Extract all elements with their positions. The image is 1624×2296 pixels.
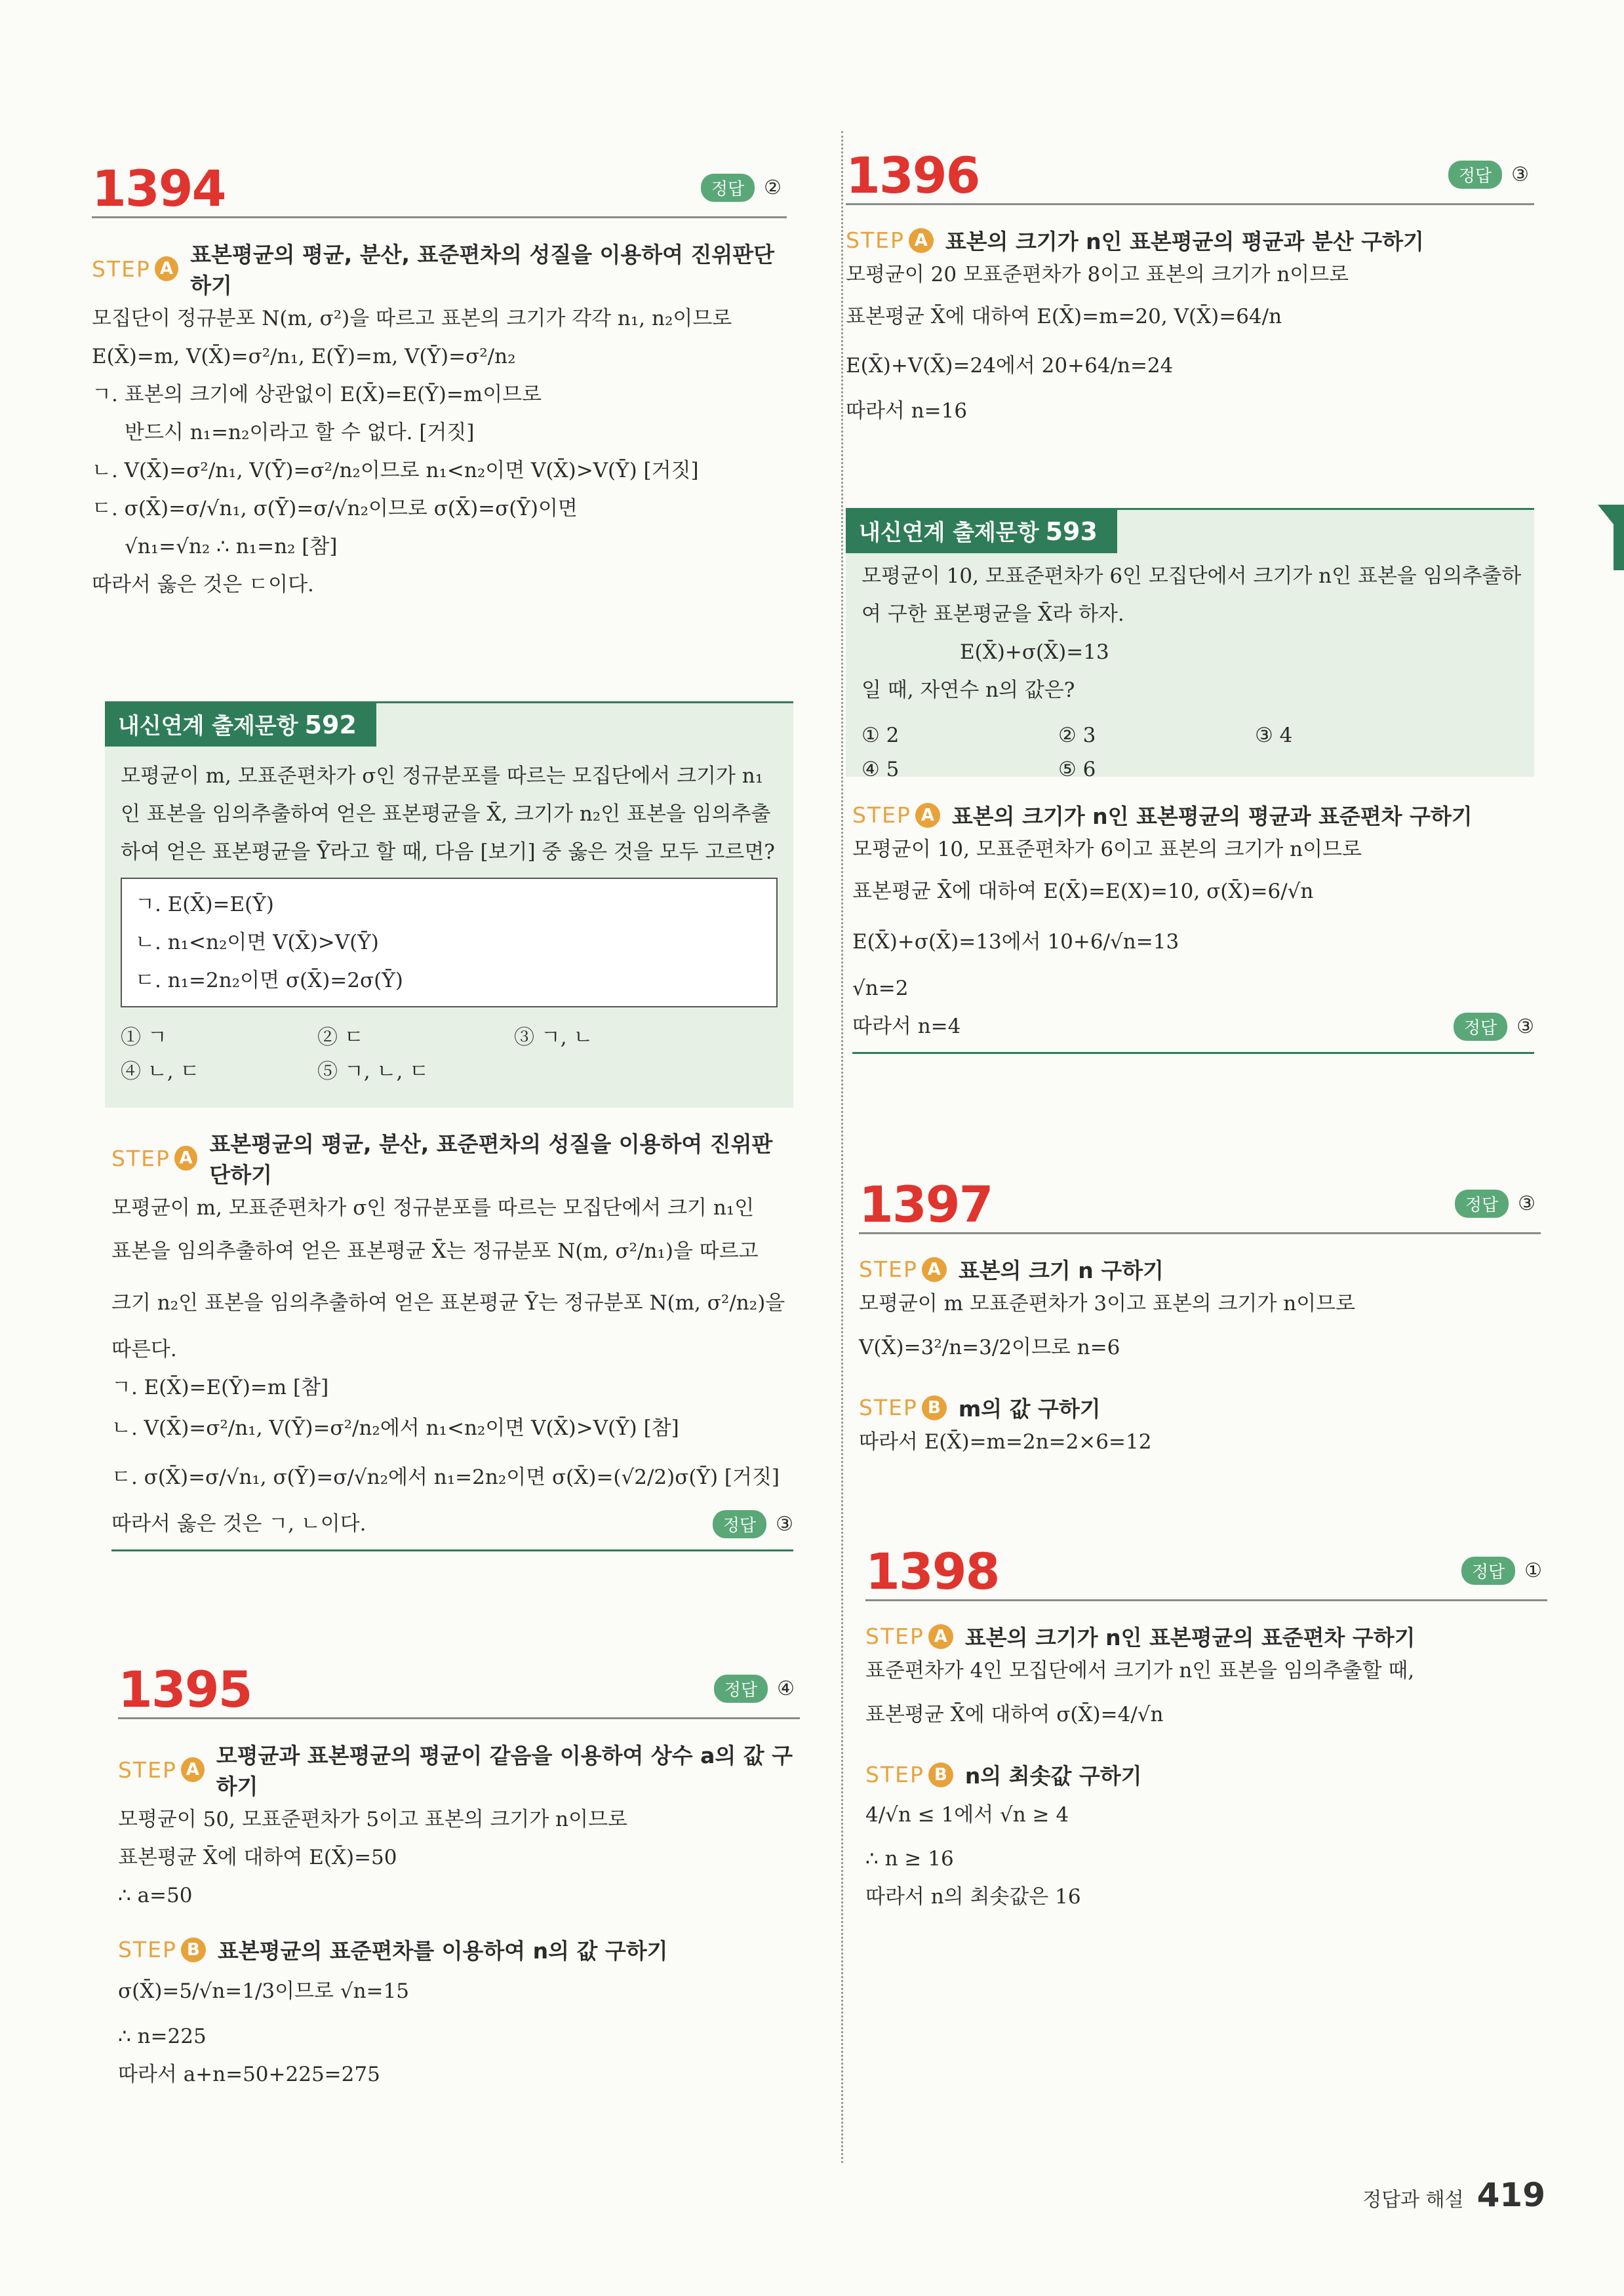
step-a-heading: STEP A 모평균과 표본평균의 평균이 같음을 이용하여 상수 a의 값 구하기 bbox=[118, 1743, 793, 1799]
bogi-item: ㄱ. E(X̄)=E(Ȳ) bbox=[135, 893, 274, 916]
problem-1396 bbox=[846, 131, 1534, 430]
step-b-heading: STEP B n의 최솟값 구하기 bbox=[865, 1762, 1142, 1789]
solution-line: 표본평균 X̄에 대하여 E(X̄)=50 bbox=[118, 1846, 397, 1869]
problem-1398 bbox=[865, 1527, 1547, 1916]
column-divider bbox=[841, 131, 843, 2163]
solution-592 bbox=[111, 1108, 793, 1551]
bogi-box bbox=[121, 878, 778, 1007]
choice: ⑤ 6 bbox=[1058, 758, 1096, 781]
problem-number: 1395 bbox=[118, 1660, 252, 1719]
step-a-heading: STEP A 표본평균의 평균, 분산, 표준편차의 성질을 이용하여 진위판단하기 bbox=[92, 242, 775, 298]
problem-number: 1397 bbox=[859, 1175, 993, 1234]
solution-line: σ(X̄)=5/√n=1/3이므로 √n=15 bbox=[118, 1979, 409, 2003]
solution-line: 모집단이 정규분포 N(m, σ²)을 따르고 표본의 크기가 각각 n₁, n₂이므로 bbox=[92, 307, 732, 330]
choice: ① ㄱ bbox=[121, 1026, 167, 1049]
question-line: 모평균이 10, 모표준편차가 6인 모집단에서 크기가 n인 표본을 임의추출하 bbox=[862, 564, 1522, 588]
solution-line: 따라서 n의 최솟값은 16 bbox=[865, 1885, 1081, 1909]
answer: 정답 ③ bbox=[1454, 1013, 1534, 1041]
question-line: 모평균이 m, 모표준편차가 σ인 정규분포를 따르는 모집단에서 크기가 n₁ bbox=[121, 764, 764, 788]
choice: ① 2 bbox=[862, 724, 900, 747]
solution-line: 따른다. bbox=[111, 1338, 177, 1361]
solution-line: 표본을 임의추출하여 얻은 표본평균 X̄는 정규분포 N(m, σ²/n₁)을 따르고 bbox=[111, 1239, 759, 1263]
linked-problem-593 bbox=[846, 508, 1534, 781]
step-a-heading: STEP A 표본평균의 평균, 분산, 표준편차의 성질을 이용하여 진위판단하기 bbox=[111, 1131, 773, 1188]
solution-line: 따라서 옳은 것은 ㄷ이다. bbox=[92, 573, 314, 596]
problem-number: 1398 bbox=[865, 1542, 999, 1601]
answer: 정답 ③ bbox=[713, 1510, 793, 1538]
question-line: E(X̄)+σ(X̄)=13 bbox=[960, 640, 1109, 664]
choice: ④ 5 bbox=[862, 758, 900, 781]
choice: ② ㄷ bbox=[317, 1026, 364, 1049]
solution-line: ㄷ. σ(X̄)=σ/√n₁, σ(Ȳ)=σ/√n₂에서 n₁=2n₂이면 σ(X̄)=(√2/2)σ(Ȳ) [거짓] bbox=[111, 1466, 780, 1489]
linked-problem-header: 내신연계 출제문항 593 bbox=[846, 508, 1117, 553]
solution-line: 4/√n ≤ 1에서 √n ≥ 4 bbox=[865, 1803, 1069, 1827]
bogi-item: ㄴ. n₁<n₂이면 V(X̄)>V(Ȳ) bbox=[135, 931, 379, 954]
step-b-heading: STEP B 표본평균의 표준편차를 이용하여 n의 값 구하기 bbox=[118, 1937, 668, 1964]
step-a-heading: STEP A 표본의 크기가 n인 표본평균의 표준편차 구하기 bbox=[865, 1624, 1416, 1650]
solution-line: 모평균이 50, 모표준편차가 5이고 표본의 크기가 n이므로 bbox=[118, 1808, 627, 1831]
question-line: 인 표본을 임의추출하여 얻은 표본평균을 X̄, 크기가 n₂인 표본을 임의추출 bbox=[121, 802, 771, 826]
linked-problem-592 bbox=[105, 701, 793, 1108]
question-line: 일 때, 자연수 n의 값은? bbox=[862, 678, 1075, 702]
linked-problem-header: 내신연계 출제문항 592 bbox=[105, 701, 376, 747]
solution-line: 표본평균 X̄에 대하여 E(X̄)=m=20, V(X̄)=64/n bbox=[846, 305, 1282, 328]
solution-line: 크기 n₂인 표본을 임의추출하여 얻은 표본평균 Ȳ는 정규분포 N(m, σ²/n₂)을 bbox=[111, 1291, 785, 1315]
question-line: 여 구한 표본평균을 X̄라 하자. bbox=[862, 602, 1124, 626]
answer: 정답 ② bbox=[701, 174, 782, 202]
step-a-heading: STEP A 표본의 크기 n 구하기 bbox=[859, 1256, 1164, 1283]
solution-line: 따라서 a+n=50+225=275 bbox=[118, 2063, 380, 2086]
solution-line: ㄴ. V(X̄)=σ²/n₁, V(Ȳ)=σ²/n₂이므로 n₁<n₂이면 V(X̄)>V(Ȳ) [거짓] bbox=[92, 459, 699, 482]
answer: 정답 ① bbox=[1461, 1557, 1542, 1585]
answer-choices bbox=[121, 1021, 778, 1089]
choice: ③ ㄱ, ㄴ bbox=[514, 1026, 593, 1049]
bogi-item: ㄷ. n₁=2n₂이면 σ(X̄)=2σ(Ȳ) bbox=[135, 969, 403, 992]
step-a-heading: STEP A 표본의 크기가 n인 표본평균의 평균과 분산 구하기 bbox=[846, 227, 1424, 254]
solution-line: ㄱ. E(X̄)=E(Ȳ)=m [참] bbox=[111, 1376, 329, 1399]
solution-line: 표본평균 X̄에 대하여 σ(X̄)=4/√n bbox=[865, 1703, 1164, 1726]
page-number: 419 bbox=[1476, 2176, 1545, 2214]
answer: 정답 ④ bbox=[714, 1675, 795, 1703]
choice: ③ 4 bbox=[1255, 724, 1293, 747]
solution-line: ㄷ. σ(X̄)=σ/√n₁, σ(Ȳ)=σ/√n₂이므로 σ(X̄)=σ(Ȳ)이면 bbox=[92, 497, 578, 520]
solution-line: E(X̄)+σ(X̄)=13에서 10+6/√n=13 bbox=[852, 930, 1179, 954]
solution-line: 모평균이 m 모표준편차가 3이고 표본의 크기가 n이므로 bbox=[859, 1292, 1356, 1315]
solution-line: 표준편차가 4인 모집단에서 크기가 n인 표본을 임의추출할 때, bbox=[865, 1659, 1415, 1683]
solution-line: 모평균이 20 모표준편차가 8이고 표본의 크기가 n이므로 bbox=[846, 263, 1349, 286]
solution-line: 따라서 E(X̄)=m=2n=2×6=12 bbox=[859, 1430, 1152, 1454]
problem-1397 bbox=[859, 1160, 1541, 1461]
solution-line: 따라서 n=16 bbox=[846, 399, 968, 423]
solution-line: ㄴ. V(X̄)=σ²/n₁, V(Ȳ)=σ²/n₂에서 n₁<n₂이면 V(X̄)>V(Ȳ) [참] bbox=[111, 1416, 679, 1440]
solution-line: 따라서 옳은 것은 ㄱ, ㄴ이다. bbox=[111, 1512, 366, 1536]
solution-line: ㄱ. 표본의 크기에 상관없이 E(X̄)=E(Ȳ)=m이므로 bbox=[92, 383, 542, 406]
answer: 정답 ③ bbox=[1448, 161, 1529, 189]
solution-line: 모평균이 m, 모표준편차가 σ인 정규분포를 따르는 모집단에서 크기 n₁인 bbox=[111, 1196, 755, 1220]
solution-line: 반드시 n₁=n₂이라고 할 수 없다. [거짓] bbox=[125, 421, 475, 444]
solution-line: 표본평균 X̄에 대하여 E(X̄)=E(X)=10, σ(X̄)=6/√n bbox=[852, 880, 1314, 903]
section-tab bbox=[1598, 505, 1624, 570]
solution-line: V(X̄)=3²/n=3/2이므로 n=6 bbox=[859, 1336, 1120, 1359]
solution-line: √n=2 bbox=[852, 977, 909, 1000]
problem-number: 1394 bbox=[92, 159, 226, 218]
footer-section: 정답과 해설 bbox=[1362, 2189, 1464, 2211]
step-b-heading: STEP B m의 값 구하기 bbox=[859, 1395, 1101, 1422]
solution-line: ∴ n ≥ 16 bbox=[865, 1847, 954, 1871]
solution-line: E(X̄)=m, V(X̄)=σ²/n₁, E(Ȳ)=m, V(Ȳ)=σ²/n₂ bbox=[92, 345, 516, 368]
solution-line: E(X̄)+V(X̄)=24에서 20+64/n=24 bbox=[846, 354, 1174, 378]
answer: 정답 ③ bbox=[1455, 1190, 1535, 1218]
solution-593 bbox=[852, 780, 1534, 1054]
choice: ② 3 bbox=[1058, 724, 1096, 747]
choice: ④ ㄴ, ㄷ bbox=[121, 1060, 200, 1083]
page-footer bbox=[1362, 2176, 1545, 2214]
step-a-heading: STEP A 표본의 크기가 n인 표본평균의 평균과 표준편차 구하기 bbox=[852, 802, 1473, 829]
solution-line: ∴ a=50 bbox=[118, 1884, 193, 1907]
solution-line: 따라서 n=4 bbox=[852, 1015, 961, 1038]
answer-choices bbox=[862, 718, 1518, 787]
problem-1394 bbox=[92, 144, 787, 604]
solution-line: ∴ n=225 bbox=[118, 2025, 207, 2048]
choice: ⑤ ㄱ, ㄴ, ㄷ bbox=[317, 1060, 429, 1083]
question-line: 하여 얻은 표본평균을 Ȳ라고 할 때, 다음 [보기] 중 옳은 것을 모두 고르면? bbox=[121, 840, 775, 864]
solution-line: √n₁=√n₂ ∴ n₁=n₂ [참] bbox=[125, 535, 338, 558]
problem-number: 1396 bbox=[846, 146, 980, 204]
problem-1395 bbox=[118, 1645, 800, 2093]
solution-line: 모평균이 10, 모표준편차가 6이고 표본의 크기가 n이므로 bbox=[852, 838, 1362, 861]
